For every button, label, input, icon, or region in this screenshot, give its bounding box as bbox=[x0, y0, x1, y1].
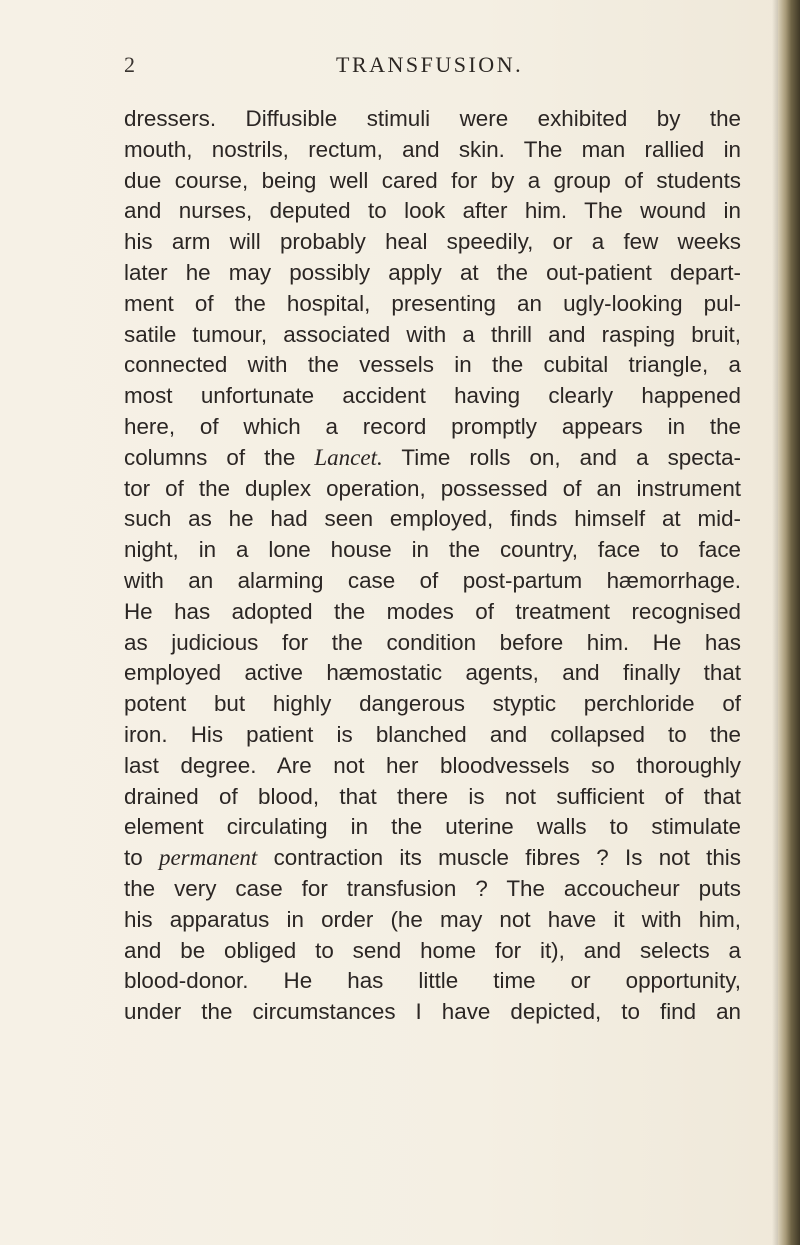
text-line-with-italic bbox=[124, 843, 741, 874]
text-line: He has adopted the modes of treatment recognised bbox=[124, 598, 741, 624]
text-line: drained of blood, that there is not sufficient of that bbox=[124, 783, 741, 809]
text-line: and nurses, deputed to look after him. The wound in bbox=[124, 198, 741, 224]
italic-journal-title: Lancet. bbox=[314, 444, 383, 470]
text-line: mouth, nostrils, rectum, and skin. The man rallied in bbox=[124, 136, 741, 162]
text-line: his arm will probably heal speedily, or a few weeks bbox=[124, 229, 741, 255]
page-header bbox=[124, 52, 744, 82]
text-line: blood-donor. He has little time or opportunity, bbox=[124, 968, 741, 994]
text-line: iron. His patient is blanched and collapsed to the bbox=[124, 721, 741, 747]
text-line: potent but highly dangerous styptic perchloride of bbox=[124, 691, 741, 717]
text-segment: contraction its muscle fibres ? Is not this bbox=[257, 845, 741, 871]
body-text bbox=[124, 104, 741, 1028]
text-line: with an alarming case of post-partum hæmorrhage. bbox=[124, 567, 741, 593]
text-segment: Time rolls on, and a specta- bbox=[382, 444, 741, 470]
text-line: here, of which a record promptly appears in the bbox=[124, 413, 741, 439]
running-head: TRANSFUSION. bbox=[336, 52, 524, 77]
text-line: due course, being well cared for by a group of students bbox=[124, 167, 741, 193]
text-line-with-italic bbox=[124, 443, 741, 474]
book-fore-edge bbox=[778, 0, 800, 1245]
text-line: last degree. Are not her bloodvessels so thoroughly bbox=[124, 752, 741, 778]
text-line: under the circumstances I have depicted, to find an bbox=[124, 999, 741, 1025]
text-line: later he may possibly apply at the out-patient depart- bbox=[124, 259, 741, 285]
text-line: most unfortunate accident having clearly happened bbox=[124, 383, 741, 409]
text-segment: columns of the bbox=[124, 444, 315, 470]
text-line: as judicious for the condition before him. He has bbox=[124, 629, 741, 655]
text-line: employed active hæmostatic agents, and finally that bbox=[124, 660, 741, 686]
text-segment: to bbox=[124, 845, 159, 871]
text-line: night, in a lone house in the country, face to face bbox=[124, 537, 741, 563]
text-line: satile tumour, associated with a thrill and rasping bruit, bbox=[124, 321, 741, 347]
text-line: connected with the vessels in the cubital triangle, a bbox=[124, 352, 741, 378]
text-line: such as he had seen employed, finds himself at mid- bbox=[124, 506, 741, 532]
text-line: element circulating in the uterine walls to stimulate bbox=[124, 814, 741, 840]
text-line: his apparatus in order (he may not have it with him, bbox=[124, 906, 741, 932]
text-line: the very case for transfusion ? The accoucheur puts bbox=[124, 875, 741, 901]
text-line: ment of the hospital, presenting an ugly-looking pul- bbox=[124, 290, 741, 316]
text-line: tor of the duplex operation, possessed of an instrument bbox=[124, 475, 741, 501]
italic-emphasis: permanent bbox=[158, 845, 258, 871]
text-line: dressers. Diffusible stimuli were exhibited by the bbox=[124, 106, 741, 131]
text-line: and be obliged to send home for it), and selects a bbox=[124, 937, 741, 963]
page-number: 2 bbox=[124, 52, 136, 77]
